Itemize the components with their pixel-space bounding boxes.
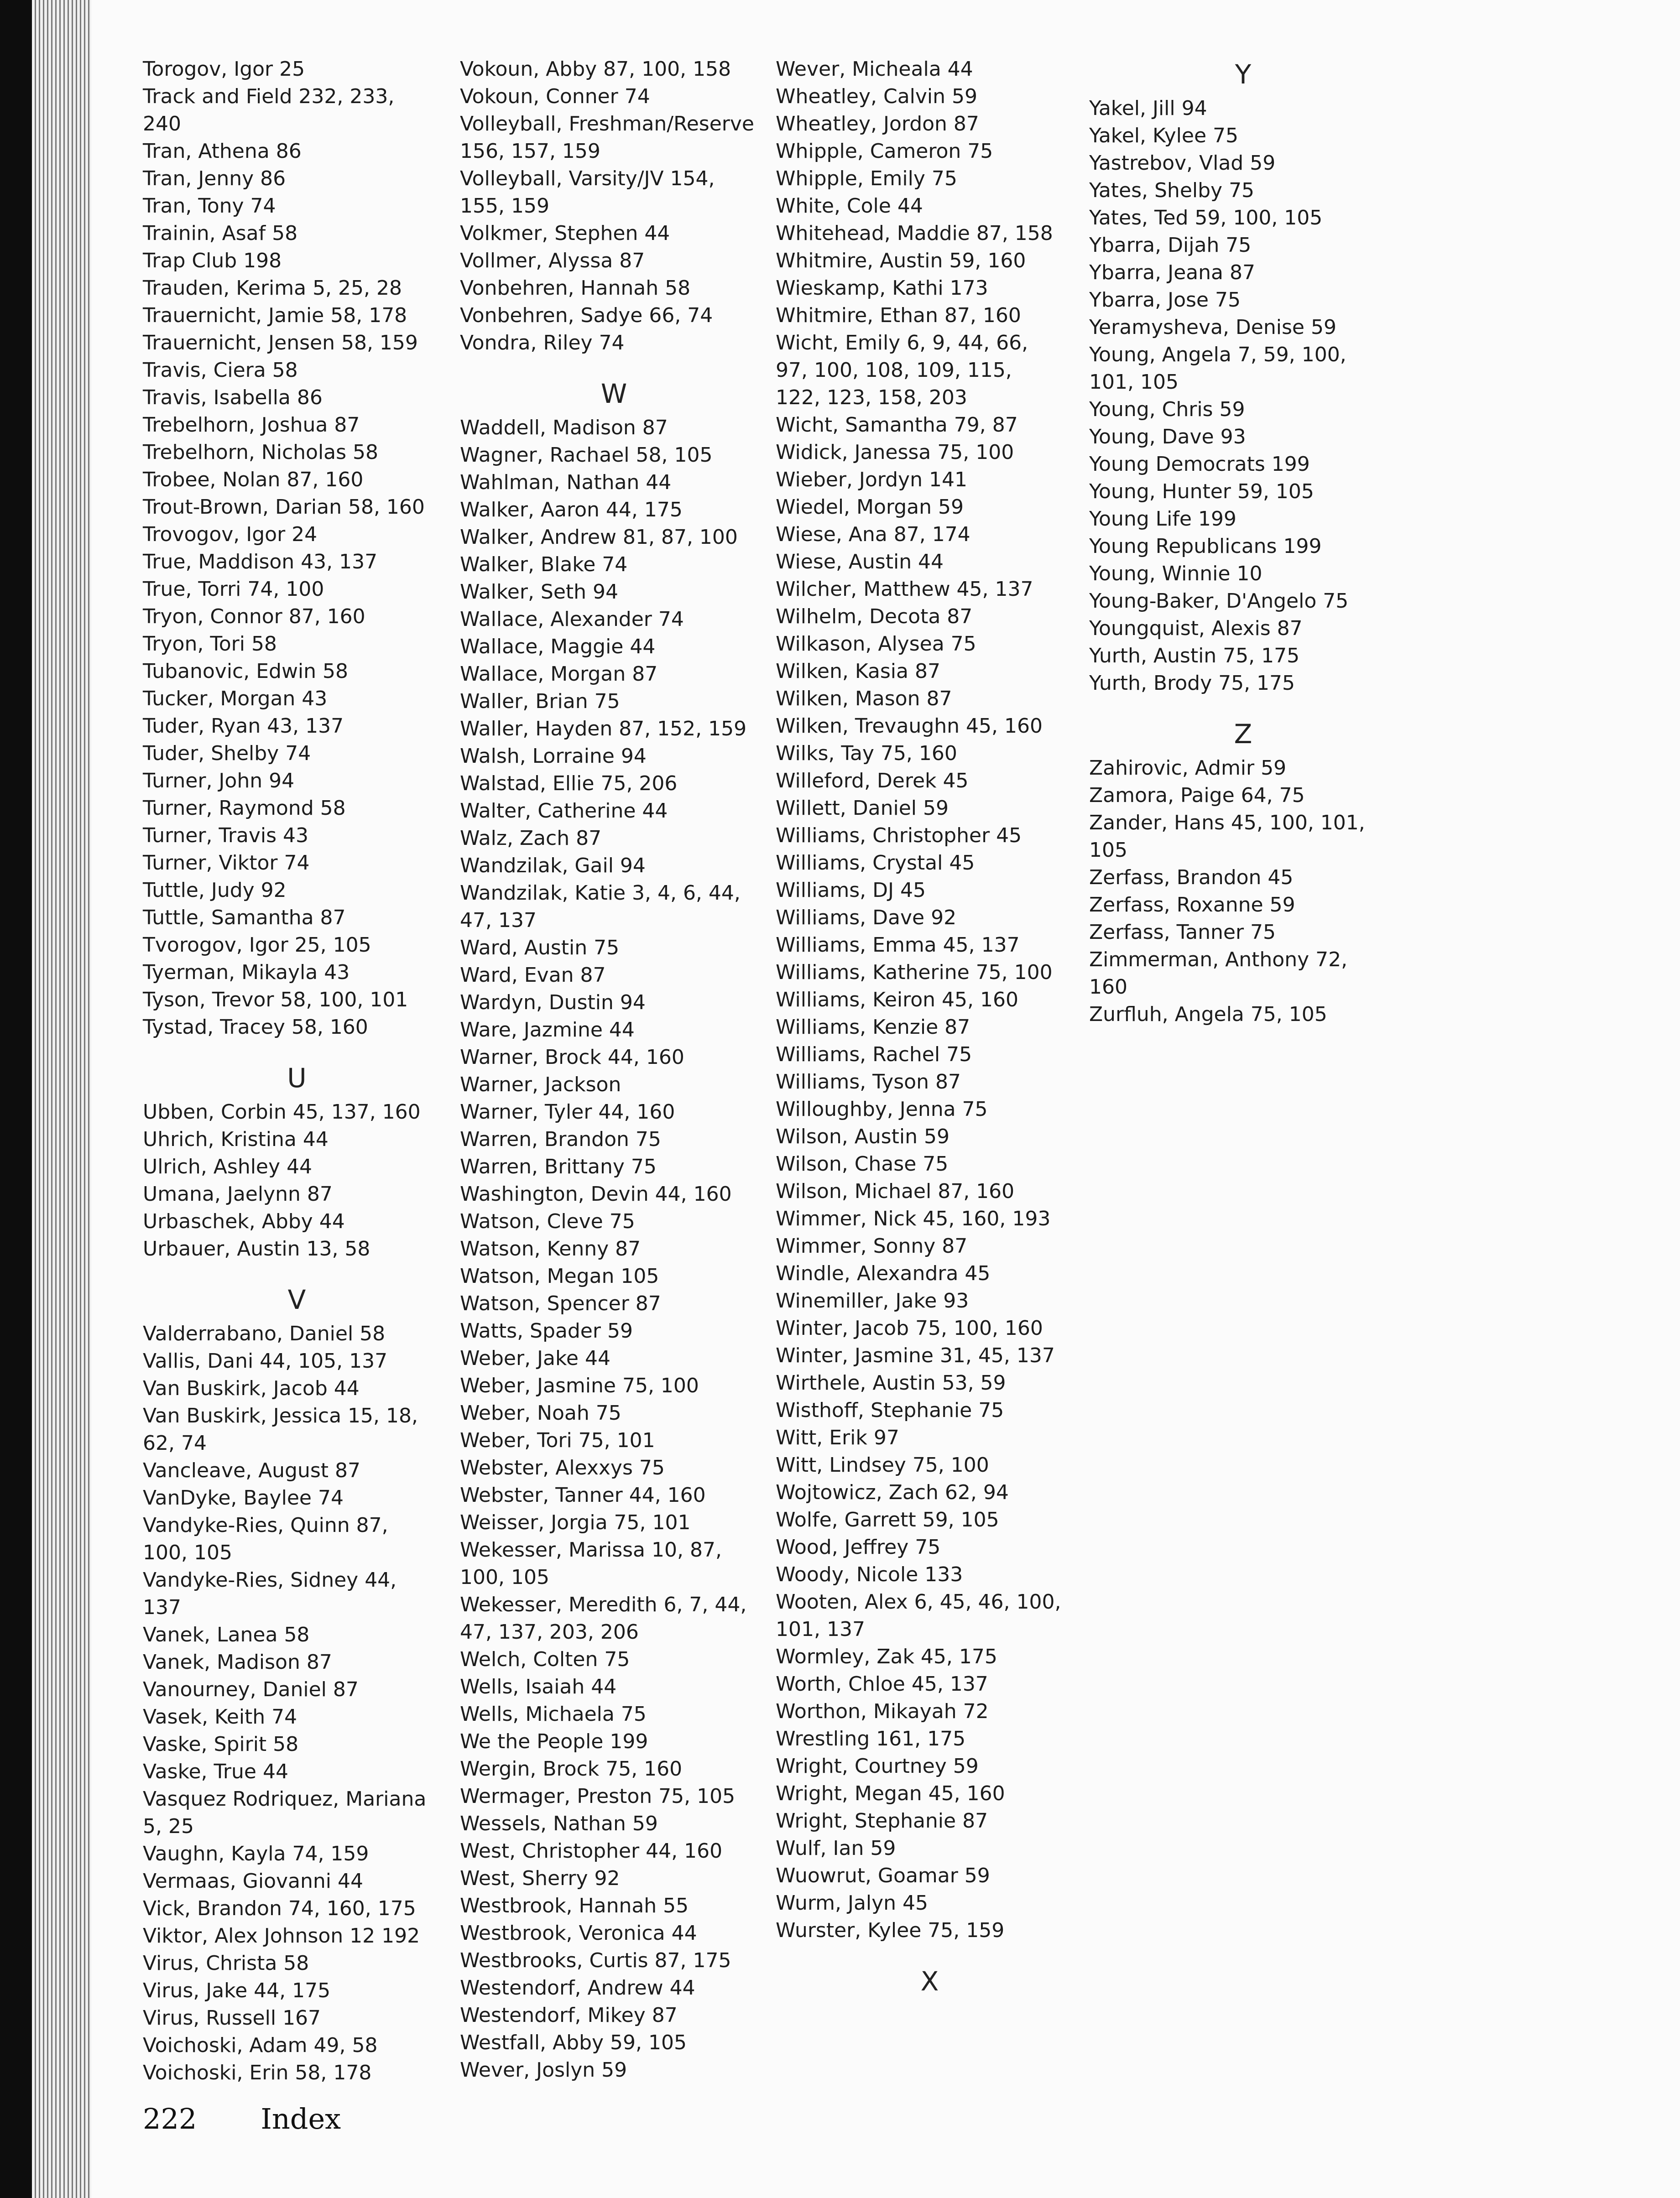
index-entry: Whipple, Cameron 75 xyxy=(776,140,993,163)
section-letter-heading: Y xyxy=(1235,59,1252,90)
page-number: 222 xyxy=(143,2102,197,2135)
index-entry: Yates, Shelby 75 xyxy=(1089,179,1255,202)
index-entry: Van Buskirk, Jacob 44 xyxy=(143,1377,360,1400)
index-entry: Urbauer, Austin 13, 58 xyxy=(143,1237,370,1260)
index-entry: True, Torri 74, 100 xyxy=(143,578,324,601)
index-entry: Winter, Jasmine 31, 45, 137 xyxy=(776,1344,1055,1367)
index-entry: Young Life 199 xyxy=(1089,507,1237,531)
index-entry: Volleyball, Varsity/JV 154, xyxy=(460,167,715,190)
index-entry: Willett, Daniel 59 xyxy=(776,797,949,820)
index-entry: Walker, Aaron 44, 175 xyxy=(460,498,683,521)
index-entry: Vasek, Keith 74 xyxy=(143,1705,297,1729)
index-entry: Williams, Dave 92 xyxy=(776,906,957,929)
index-entry: 122, 123, 158, 203 xyxy=(776,386,967,409)
index-entry: Turner, John 94 xyxy=(143,769,295,792)
index-entry: Wuowrut, Goamar 59 xyxy=(776,1864,990,1887)
index-entry: Whitmire, Austin 59, 160 xyxy=(776,249,1026,272)
index-entry: Virus, Russell 167 xyxy=(143,2006,321,2030)
index-entry: Weber, Jake 44 xyxy=(460,1347,610,1370)
index-entry: Wilks, Tay 75, 160 xyxy=(776,742,957,765)
index-entry: 155, 159 xyxy=(460,194,549,218)
section-letter-heading: Z xyxy=(1234,719,1252,750)
index-entry: Trauden, Kerima 5, 25, 28 xyxy=(143,276,402,300)
index-entry: Westbrooks, Curtis 87, 175 xyxy=(460,1949,731,1972)
index-entry: Ybarra, Jose 75 xyxy=(1089,288,1241,312)
index-entry: Trovogov, Igor 24 xyxy=(143,523,318,546)
index-entry: Tryon, Connor 87, 160 xyxy=(143,605,365,628)
index-entry: Wiese, Ana 87, 174 xyxy=(776,523,970,546)
index-entry: Worthon, Mikayah 72 xyxy=(776,1700,989,1723)
index-entry: 101, 137 xyxy=(776,1618,865,1641)
index-entry: Tuder, Shelby 74 xyxy=(143,742,311,765)
index-entry: Wekesser, Marissa 10, 87, xyxy=(460,1538,722,1562)
index-entry: Tryon, Tori 58 xyxy=(143,632,277,656)
index-entry: Youngquist, Alexis 87 xyxy=(1089,617,1303,640)
index-entry: 97, 100, 108, 109, 115, xyxy=(776,359,1012,382)
index-entry: Vandyke-Ries, Sidney 44, xyxy=(143,1568,397,1592)
index-entry: Wever, Joslyn 59 xyxy=(460,2058,627,2082)
index-entry: Yurth, Brody 75, 175 xyxy=(1089,672,1295,695)
index-entry: Wandzilak, Katie 3, 4, 6, 44, xyxy=(460,881,741,905)
index-entry: Turner, Viktor 74 xyxy=(143,851,310,875)
section-letter-heading: U xyxy=(287,1063,307,1094)
index-entry: Walsh, Lorraine 94 xyxy=(460,745,647,768)
index-entry: 137 xyxy=(143,1596,181,1619)
index-column-1 xyxy=(143,56,451,2087)
index-entry: Zurfluh, Angela 75, 105 xyxy=(1089,1003,1327,1026)
index-entry: Westendorf, Andrew 44 xyxy=(460,1976,695,2000)
index-entry: Washington, Devin 44, 160 xyxy=(460,1182,732,1206)
index-entry: Tyerman, Mikayla 43 xyxy=(143,961,350,984)
index-entry: Young Republicans 199 xyxy=(1089,535,1322,558)
index-entry: Ybarra, Jeana 87 xyxy=(1089,261,1255,284)
index-entry: Westbrook, Veronica 44 xyxy=(460,1922,697,1945)
index-entry: Zahirovic, Admir 59 xyxy=(1089,756,1287,780)
index-entry: Young, Angela 7, 59, 100, xyxy=(1089,343,1346,366)
index-entry: Trauernicht, Jensen 58, 159 xyxy=(143,331,418,354)
index-entry: Torogov, Igor 25 xyxy=(143,57,305,81)
page-edges xyxy=(32,0,91,2198)
index-column-2 xyxy=(460,56,768,2084)
index-entry: Ybarra, Dijah 75 xyxy=(1089,234,1252,257)
index-entry: Wheatley, Jordon 87 xyxy=(776,112,979,135)
index-entry: Walker, Seth 94 xyxy=(460,580,619,604)
index-entry: Welch, Colten 75 xyxy=(460,1648,630,1671)
index-entry: Warren, Brittany 75 xyxy=(460,1155,657,1178)
index-entry: Tran, Jenny 86 xyxy=(143,167,286,190)
index-entry: Webster, Tanner 44, 160 xyxy=(460,1484,706,1507)
index-entry: Warner, Brock 44, 160 xyxy=(460,1046,684,1069)
index-entry: Uhrich, Kristina 44 xyxy=(143,1128,329,1151)
index-entry: Tubanovic, Edwin 58 xyxy=(143,660,349,683)
index-entry: Wirthele, Austin 53, 59 xyxy=(776,1371,1006,1395)
index-entry: Tuttle, Samantha 87 xyxy=(143,906,346,929)
index-entry: Ulrich, Ashley 44 xyxy=(143,1155,313,1178)
index-entry: True, Maddison 43, 137 xyxy=(143,550,378,573)
index-entry: Vasquez Rodriquez, Mariana xyxy=(143,1787,427,1811)
index-entry: Zerfass, Brandon 45 xyxy=(1089,866,1294,889)
index-entry: Whipple, Emily 75 xyxy=(776,167,957,190)
section-label: Index xyxy=(261,2102,341,2135)
index-entry: 47, 137, 203, 206 xyxy=(460,1620,639,1644)
index-entry: Ware, Jazmine 44 xyxy=(460,1018,635,1042)
index-entry: Wilson, Austin 59 xyxy=(776,1125,950,1148)
index-entry: Vandyke-Ries, Quinn 87, xyxy=(143,1514,388,1537)
index-entry: Vanourney, Daniel 87 xyxy=(143,1678,359,1701)
index-entry: Volkmer, Stephen 44 xyxy=(460,222,670,245)
index-entry: Watson, Megan 105 xyxy=(460,1265,659,1288)
index-entry: Wimmer, Sonny 87 xyxy=(776,1234,968,1258)
index-entry: Williams, DJ 45 xyxy=(776,879,926,902)
index-entry: West, Sherry 92 xyxy=(460,1867,620,1890)
index-entry: Wagner, Rachael 58, 105 xyxy=(460,443,713,467)
page-footer xyxy=(143,2102,405,2135)
index-entry: Tuttle, Judy 92 xyxy=(143,879,287,902)
index-entry: Zerfass, Tanner 75 xyxy=(1089,921,1276,944)
index-entry: Young, Winnie 10 xyxy=(1089,562,1263,585)
index-entry: VanDyke, Baylee 74 xyxy=(143,1486,344,1510)
section-letter-heading: V xyxy=(287,1284,306,1315)
index-entry: Weisser, Jorgia 75, 101 xyxy=(460,1511,691,1534)
index-entry: Vallis, Dani 44, 105, 137 xyxy=(143,1349,388,1373)
index-entry: 160 xyxy=(1089,975,1127,999)
index-entry: Waller, Hayden 87, 152, 159 xyxy=(460,717,747,740)
index-entry: Trap Club 198 xyxy=(143,249,282,272)
index-entry: Wiedel, Morgan 59 xyxy=(776,495,964,519)
index-entry: Viktor, Alex Johnson 12 192 xyxy=(143,1924,420,1948)
index-entry: Waddell, Madison 87 xyxy=(460,416,668,439)
index-entry: Wilken, Trevaughn 45, 160 xyxy=(776,714,1043,738)
index-entry: Wallace, Morgan 87 xyxy=(460,662,658,686)
index-entry: Warner, Tyler 44, 160 xyxy=(460,1100,675,1124)
index-entry: Winemiller, Jake 93 xyxy=(776,1289,969,1313)
index-entry: 240 xyxy=(143,112,181,135)
index-entry: Vokoun, Conner 74 xyxy=(460,85,650,108)
index-entry: Vollmer, Alyssa 87 xyxy=(460,249,645,272)
index-entry: Trebelhorn, Nicholas 58 xyxy=(143,441,379,464)
index-entry: Yakel, Jill 94 xyxy=(1089,97,1207,120)
index-entry: Wandzilak, Gail 94 xyxy=(460,854,646,877)
index-entry: Whitmire, Ethan 87, 160 xyxy=(776,304,1021,327)
index-entry: Wicht, Emily 6, 9, 44, 66, xyxy=(776,331,1028,354)
index-entry: Watson, Cleve 75 xyxy=(460,1210,635,1233)
index-entry: Walstad, Ellie 75, 206 xyxy=(460,772,678,795)
index-entry: Wilcher, Matthew 45, 137 xyxy=(776,578,1033,601)
index-entry: Wheatley, Calvin 59 xyxy=(776,85,978,108)
index-entry: Williams, Emma 45, 137 xyxy=(776,933,1020,957)
index-entry: Wells, Michaela 75 xyxy=(460,1703,647,1726)
index-entry: Volleyball, Freshman/Reserve xyxy=(460,112,754,135)
index-entry: Waller, Brian 75 xyxy=(460,690,620,713)
index-entry: 105 xyxy=(1089,839,1127,862)
index-entry: Worth, Chloe 45, 137 xyxy=(776,1672,988,1696)
index-entry: Wessels, Nathan 59 xyxy=(460,1812,658,1835)
index-entry: Zerfass, Roxanne 59 xyxy=(1089,893,1295,917)
index-entry: Wisthoff, Stephanie 75 xyxy=(776,1399,1004,1422)
index-page xyxy=(91,0,1680,2198)
index-entry: Wilson, Chase 75 xyxy=(776,1152,949,1176)
index-entry: Wallace, Alexander 74 xyxy=(460,608,684,631)
index-entry: Walker, Andrew 81, 87, 100 xyxy=(460,526,738,549)
index-entry: Yakel, Kylee 75 xyxy=(1089,124,1238,147)
index-entry: 100, 105 xyxy=(460,1566,549,1589)
index-entry: Turner, Raymond 58 xyxy=(143,797,346,820)
index-entry: Wormley, Zak 45, 175 xyxy=(776,1645,997,1668)
index-entry: Yates, Ted 59, 100, 105 xyxy=(1089,206,1323,229)
index-entry: Wilken, Kasia 87 xyxy=(776,660,940,683)
index-entry: Wells, Isaiah 44 xyxy=(460,1675,617,1698)
index-entry: Wright, Megan 45, 160 xyxy=(776,1782,1005,1805)
index-entry: Walz, Zach 87 xyxy=(460,827,602,850)
index-entry: Zamora, Paige 64, 75 xyxy=(1089,784,1305,807)
index-entry: Wurm, Jalyn 45 xyxy=(776,1891,929,1915)
index-entry: Travis, Isabella 86 xyxy=(143,386,323,409)
index-entry: Young, Dave 93 xyxy=(1089,425,1246,448)
index-entry: Zander, Hans 45, 100, 101, xyxy=(1089,811,1365,834)
index-entry: Young, Hunter 59, 105 xyxy=(1089,480,1314,503)
index-entry: Winter, Jacob 75, 100, 160 xyxy=(776,1317,1043,1340)
index-entry: Tuder, Ryan 43, 137 xyxy=(143,714,344,738)
index-entry: Vermaas, Giovanni 44 xyxy=(143,1870,363,1893)
index-entry: Woody, Nicole 133 xyxy=(776,1563,963,1586)
index-entry: Wermager, Preston 75, 105 xyxy=(460,1785,736,1808)
index-entry: Weber, Noah 75 xyxy=(460,1401,621,1425)
index-entry: Voichoski, Erin 58, 178 xyxy=(143,2061,372,2084)
index-entry: Vancleave, August 87 xyxy=(143,1459,361,1482)
index-entry: Yastrebov, Vlad 59 xyxy=(1089,151,1276,175)
index-entry: Wieber, Jordyn 141 xyxy=(776,468,967,491)
index-entry: Trobee, Nolan 87, 160 xyxy=(143,468,364,491)
index-entry: Vick, Brandon 74, 160, 175 xyxy=(143,1897,416,1920)
index-entry: Yeramysheva, Denise 59 xyxy=(1089,316,1336,339)
index-entry: Whitehead, Maddie 87, 158 xyxy=(776,222,1053,245)
index-entry: Turner, Travis 43 xyxy=(143,824,309,847)
index-entry: Widick, Janessa 75, 100 xyxy=(776,441,1014,464)
index-entry: Young-Baker, D'Angelo 75 xyxy=(1089,589,1349,613)
index-entry: Weber, Tori 75, 101 xyxy=(460,1429,655,1452)
index-entry: Track and Field 232, 233, xyxy=(143,85,395,108)
index-entry: Trainin, Asaf 58 xyxy=(143,222,298,245)
index-column-4 xyxy=(1089,56,1397,1028)
index-entry: Wood, Jeffrey 75 xyxy=(776,1536,941,1559)
index-entry: Voichoski, Adam 49, 58 xyxy=(143,2034,378,2057)
index-entry: Westbrook, Hannah 55 xyxy=(460,1894,689,1917)
index-entry: Vaske, Spirit 58 xyxy=(143,1733,299,1756)
index-entry: Watson, Spencer 87 xyxy=(460,1292,661,1315)
index-entry: Wilkason, Alysea 75 xyxy=(776,632,976,656)
index-entry: Umana, Jaelynn 87 xyxy=(143,1182,333,1206)
index-entry: 47, 137 xyxy=(460,909,537,932)
index-entry: West, Christopher 44, 160 xyxy=(460,1839,723,1863)
index-entry: Ubben, Corbin 45, 137, 160 xyxy=(143,1100,421,1124)
index-entry: Wilhelm, Decota 87 xyxy=(776,605,973,628)
index-entry: Vanek, Lanea 58 xyxy=(143,1623,310,1646)
index-entry: Williams, Crystal 45 xyxy=(776,851,975,875)
index-entry: Westendorf, Mikey 87 xyxy=(460,2004,678,2027)
index-entry: Vonbehren, Sadye 66, 74 xyxy=(460,304,713,327)
index-entry: Williams, Kenzie 87 xyxy=(776,1016,970,1039)
index-entry: Watts, Spader 59 xyxy=(460,1319,633,1343)
index-entry: Zimmerman, Anthony 72, xyxy=(1089,948,1348,971)
index-column-3 xyxy=(776,56,1084,2002)
index-entry: Williams, Katherine 75, 100 xyxy=(776,961,1053,984)
index-entry: Vondra, Riley 74 xyxy=(460,331,625,354)
index-entry: Wooten, Alex 6, 45, 46, 100, xyxy=(776,1590,1061,1614)
index-entry: Witt, Erik 97 xyxy=(776,1426,899,1449)
index-entry: Tran, Athena 86 xyxy=(143,140,302,163)
index-entry: Warren, Brandon 75 xyxy=(460,1128,661,1151)
index-entry: Wilken, Mason 87 xyxy=(776,687,952,710)
index-entry: Watson, Kenny 87 xyxy=(460,1237,641,1260)
index-entry: Webster, Alexxys 75 xyxy=(460,1456,665,1479)
index-entry: Williams, Keiron 45, 160 xyxy=(776,988,1018,1011)
index-entry: Tvorogov, Igor 25, 105 xyxy=(143,933,371,957)
index-entry: Travis, Ciera 58 xyxy=(143,359,298,382)
index-entry: Urbaschek, Abby 44 xyxy=(143,1210,345,1233)
index-entry: Van Buskirk, Jessica 15, 18, xyxy=(143,1404,418,1427)
index-entry: Vokoun, Abby 87, 100, 158 xyxy=(460,57,731,81)
index-entry: Ward, Austin 75 xyxy=(460,936,620,959)
index-entry: Trauernicht, Jamie 58, 178 xyxy=(143,304,407,327)
index-entry: We the People 199 xyxy=(460,1730,648,1753)
index-entry: Vaughn, Kayla 74, 159 xyxy=(143,1842,369,1865)
index-entry: Virus, Jake 44, 175 xyxy=(143,1979,331,2002)
index-entry: Tystad, Tracey 58, 160 xyxy=(143,1016,368,1039)
index-entry: 156, 157, 159 xyxy=(460,140,600,163)
index-entry: Vonbehren, Hannah 58 xyxy=(460,276,691,300)
index-entry: Wever, Micheala 44 xyxy=(776,57,973,81)
index-entry: Wergin, Brock 75, 160 xyxy=(460,1757,683,1781)
index-entry: Tucker, Morgan 43 xyxy=(143,687,328,710)
index-entry: Westfall, Abby 59, 105 xyxy=(460,2031,687,2054)
index-entry: Wieskamp, Kathi 173 xyxy=(776,276,988,300)
section-letter-heading: X xyxy=(920,1966,939,1997)
index-entry: Wojtowicz, Zach 62, 94 xyxy=(776,1481,1009,1504)
index-entry: Young Democrats 199 xyxy=(1089,453,1310,476)
index-entry: Wurster, Kylee 75, 159 xyxy=(776,1919,1005,1942)
index-entry: Wrestling 161, 175 xyxy=(776,1727,966,1750)
index-entry: Wardyn, Dustin 94 xyxy=(460,991,646,1014)
index-entry: 62, 74 xyxy=(143,1432,207,1455)
index-entry: Witt, Lindsey 75, 100 xyxy=(776,1453,989,1477)
index-entry: 100, 105 xyxy=(143,1541,232,1564)
index-entry: Wallace, Maggie 44 xyxy=(460,635,656,658)
index-entry: 101, 105 xyxy=(1089,370,1179,394)
index-entry: Young, Chris 59 xyxy=(1089,398,1245,421)
index-entry: 5, 25 xyxy=(143,1815,194,1838)
index-entry: Windle, Alexandra 45 xyxy=(776,1262,991,1285)
index-entry: Wright, Courtney 59 xyxy=(776,1755,979,1778)
index-entry: Willeford, Derek 45 xyxy=(776,769,969,792)
index-entry: Walker, Blake 74 xyxy=(460,553,628,576)
index-entry: Williams, Christopher 45 xyxy=(776,824,1022,847)
index-entry: Wolfe, Garrett 59, 105 xyxy=(776,1508,999,1531)
index-entry: Wiese, Austin 44 xyxy=(776,550,944,573)
index-entry: Wicht, Samantha 79, 87 xyxy=(776,413,1018,437)
index-entry: Tran, Tony 74 xyxy=(143,194,276,218)
index-entry: Trout-Brown, Darian 58, 160 xyxy=(143,495,425,519)
index-entry: Wright, Stephanie 87 xyxy=(776,1809,988,1833)
index-entry: Vanek, Madison 87 xyxy=(143,1651,332,1674)
index-entry: Willoughby, Jenna 75 xyxy=(776,1098,988,1121)
index-entry: Wimmer, Nick 45, 160, 193 xyxy=(776,1207,1051,1230)
index-entry: Williams, Rachel 75 xyxy=(776,1043,972,1066)
index-entry: Wekesser, Meredith 6, 7, 44, xyxy=(460,1593,747,1616)
index-entry: Ward, Evan 87 xyxy=(460,964,606,987)
index-entry: Valderrabano, Daniel 58 xyxy=(143,1322,386,1345)
index-entry: Vaske, True 44 xyxy=(143,1760,288,1783)
index-entry: Williams, Tyson 87 xyxy=(776,1070,961,1094)
index-entry: Weber, Jasmine 75, 100 xyxy=(460,1374,699,1397)
index-entry: Walter, Catherine 44 xyxy=(460,799,668,823)
index-entry: Virus, Christa 58 xyxy=(143,1952,309,1975)
index-entry: Yurth, Austin 75, 175 xyxy=(1089,644,1300,667)
section-letter-heading: W xyxy=(600,378,627,409)
index-entry: Warner, Jackson xyxy=(460,1073,621,1096)
index-entry: Tyson, Trevor 58, 100, 101 xyxy=(143,988,408,1011)
index-entry: Wulf, Ian 59 xyxy=(776,1837,896,1860)
index-entry: Trebelhorn, Joshua 87 xyxy=(143,413,360,437)
index-entry: Wilson, Michael 87, 160 xyxy=(776,1180,1015,1203)
index-entry: White, Cole 44 xyxy=(776,194,923,218)
index-entry: Wahlman, Nathan 44 xyxy=(460,471,672,494)
